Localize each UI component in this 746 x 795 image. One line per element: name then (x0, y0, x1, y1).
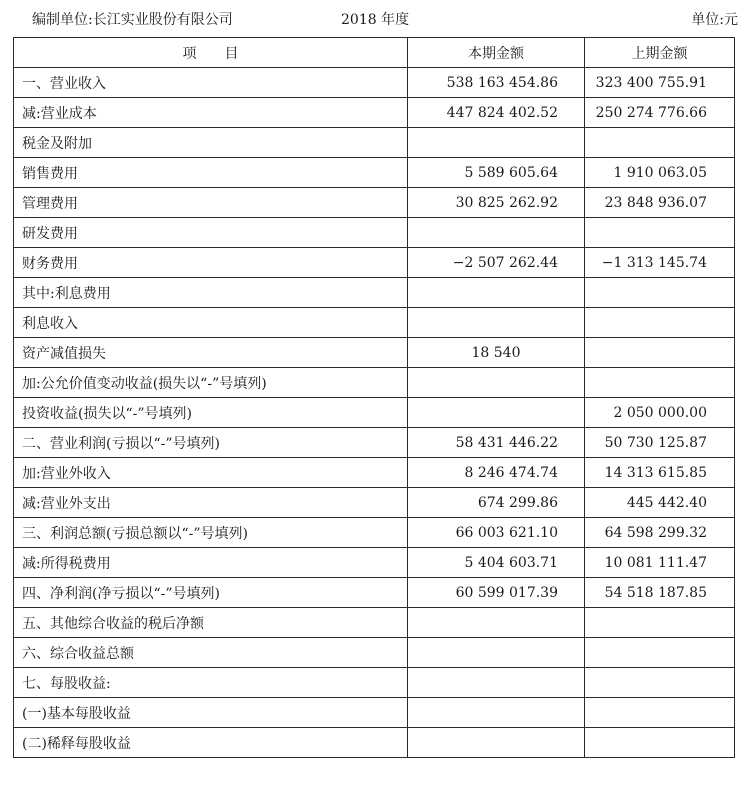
table-row (14, 698, 735, 728)
table-row (14, 638, 735, 668)
row-previous-amount (585, 308, 735, 338)
row-current-amount: 674 299.86 (408, 488, 585, 518)
row-previous-amount: −1 313 145.74 (585, 248, 735, 278)
row-previous-amount (585, 728, 735, 758)
row-item: 加:公允价值变动收益(损失以“-”号填列) (14, 368, 408, 398)
row-current-amount (408, 128, 585, 158)
row-previous-amount: 445 442.40 (585, 488, 735, 518)
row-previous-amount (585, 608, 735, 638)
row-item: 减:所得税费用 (14, 548, 408, 578)
table-row (14, 548, 735, 578)
row-current-amount: 58 431 446.22 (408, 428, 585, 458)
table-header-row (14, 38, 735, 68)
row-item: 减:营业外支出 (14, 488, 408, 518)
row-current-amount: 5 404 603.71 (408, 548, 585, 578)
table-row (14, 398, 735, 428)
row-item: 四、净利润(净亏损以“-”号填列) (14, 578, 408, 608)
row-previous-amount: 250 274 776.66 (585, 98, 735, 128)
row-previous-amount (585, 338, 735, 368)
company-name: 编制单位:长江实业股份有限公司 (32, 12, 233, 28)
row-current-amount (408, 728, 585, 758)
table-row (14, 218, 735, 248)
income-statement-table (13, 37, 735, 758)
row-item: 税金及附加 (14, 128, 408, 158)
row-current-amount (408, 278, 585, 308)
table-row (14, 248, 735, 278)
row-item: 六、综合收益总额 (14, 638, 408, 668)
row-item: 三、利润总额(亏损总额以“-”号填列) (14, 518, 408, 548)
row-item: 七、每股收益: (14, 668, 408, 698)
row-current-amount (408, 398, 585, 428)
report-year: 2018 年度 (341, 12, 410, 28)
row-current-amount: 447 824 402.52 (408, 98, 585, 128)
row-item: 财务费用 (14, 248, 408, 278)
table-row (14, 278, 735, 308)
table-row (14, 578, 735, 608)
table-row (14, 188, 735, 218)
row-current-amount: 30 825 262.92 (408, 188, 585, 218)
row-previous-amount (585, 638, 735, 668)
row-current-amount (408, 608, 585, 638)
row-previous-amount (585, 218, 735, 248)
table-row (14, 128, 735, 158)
row-item: 管理费用 (14, 188, 408, 218)
row-item: 投资收益(损失以“-”号填列) (14, 398, 408, 428)
row-current-amount: 538 163 454.86 (408, 68, 585, 98)
column-header-item: 项 目 (14, 38, 408, 68)
row-previous-amount: 1 910 063.05 (585, 158, 735, 188)
row-item: (一)基本每股收益 (14, 698, 408, 728)
row-previous-amount (585, 668, 735, 698)
table-row (14, 488, 735, 518)
row-item: 五、其他综合收益的税后净额 (14, 608, 408, 638)
table-row (14, 728, 735, 758)
table-row (14, 518, 735, 548)
table-row (14, 368, 735, 398)
row-current-amount: 60 599 017.39 (408, 578, 585, 608)
row-previous-amount (585, 368, 735, 398)
row-previous-amount: 23 848 936.07 (585, 188, 735, 218)
row-previous-amount (585, 278, 735, 308)
row-item: 二、营业利润(亏损以“-”号填列) (14, 428, 408, 458)
table-row (14, 68, 735, 98)
row-previous-amount (585, 698, 735, 728)
row-previous-amount: 54 518 187.85 (585, 578, 735, 608)
row-previous-amount: 2 050 000.00 (585, 398, 735, 428)
row-item: 其中:利息费用 (14, 278, 408, 308)
row-current-amount (408, 638, 585, 668)
table-row (14, 428, 735, 458)
row-previous-amount: 14 313 615.85 (585, 458, 735, 488)
row-item: 一、营业收入 (14, 68, 408, 98)
column-header-current: 本期金额 (408, 38, 585, 68)
row-item: 资产减值损失 (14, 338, 408, 368)
row-previous-amount: 10 081 111.47 (585, 548, 735, 578)
row-previous-amount: 323 400 755.91 (585, 68, 735, 98)
row-current-amount (408, 308, 585, 338)
row-current-amount: 66 003 621.10 (408, 518, 585, 548)
row-current-amount: 18 540 (408, 338, 585, 368)
row-item: 销售费用 (14, 158, 408, 188)
row-current-amount (408, 698, 585, 728)
row-item: 利息收入 (14, 308, 408, 338)
row-current-amount (408, 218, 585, 248)
row-current-amount: 8 246 474.74 (408, 458, 585, 488)
currency-unit: 单位:元 (691, 12, 738, 28)
table-row (14, 158, 735, 188)
table-row (14, 608, 735, 638)
row-previous-amount (585, 128, 735, 158)
table-row (14, 308, 735, 338)
row-current-amount (408, 368, 585, 398)
row-item: (二)稀释每股收益 (14, 728, 408, 758)
column-header-previous: 上期金额 (585, 38, 735, 68)
row-current-amount (408, 668, 585, 698)
row-current-amount: −2 507 262.44 (408, 248, 585, 278)
row-current-amount: 5 589 605.64 (408, 158, 585, 188)
row-item: 研发费用 (14, 218, 408, 248)
table-row (14, 338, 735, 368)
table-row (14, 98, 735, 128)
row-previous-amount: 64 598 299.32 (585, 518, 735, 548)
report-header (0, 0, 746, 36)
table-row (14, 458, 735, 488)
table-row (14, 668, 735, 698)
row-previous-amount: 50 730 125.87 (585, 428, 735, 458)
row-item: 减:营业成本 (14, 98, 408, 128)
row-item: 加:营业外收入 (14, 458, 408, 488)
